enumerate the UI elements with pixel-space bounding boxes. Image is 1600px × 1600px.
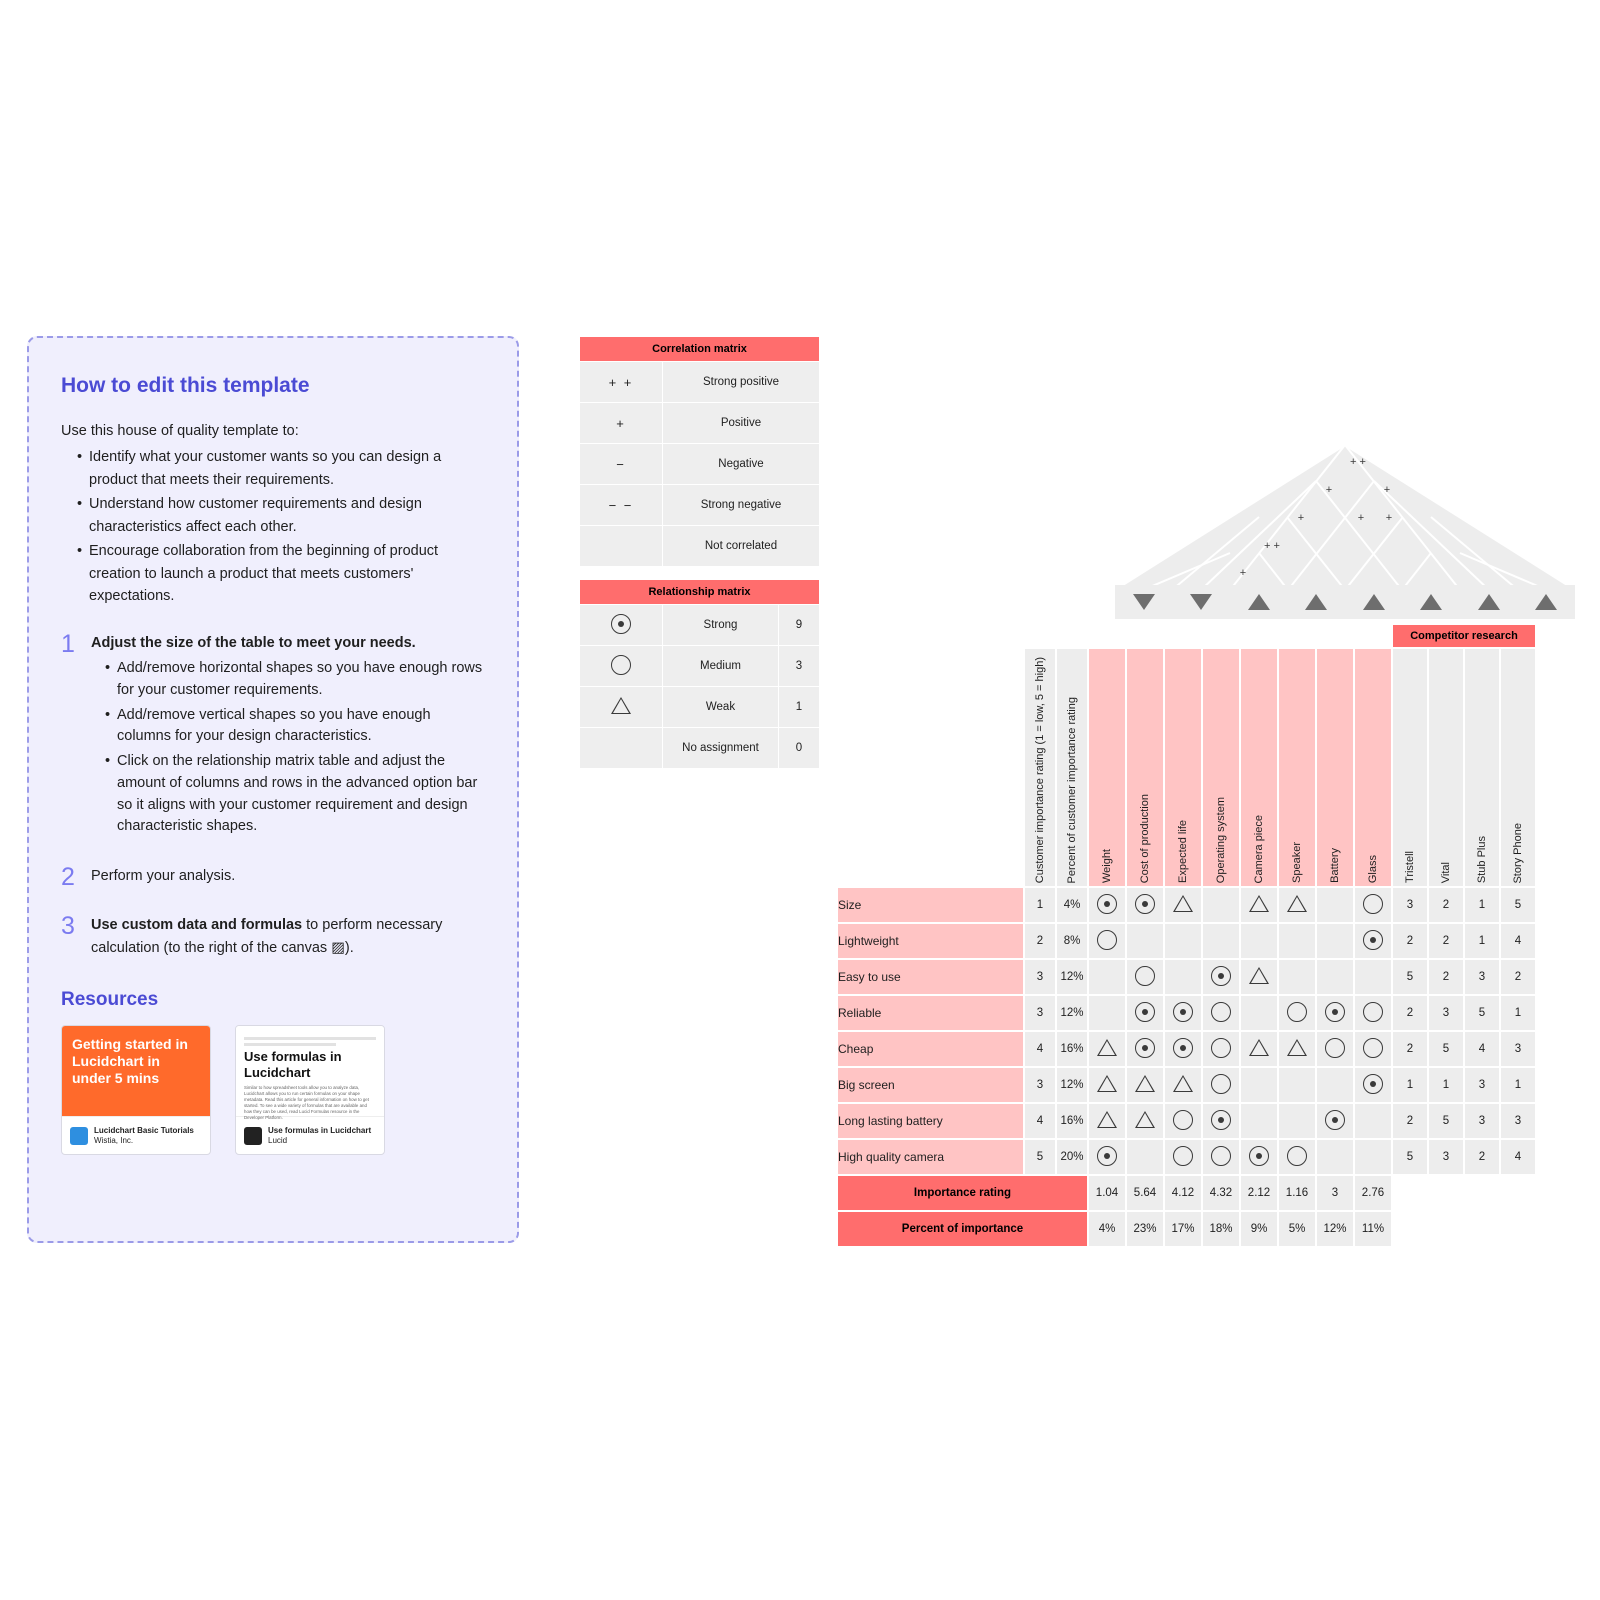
table-row — [838, 996, 1535, 1030]
competitor-score: 5 — [1429, 1104, 1463, 1138]
header-percent-importance: Percent of customer importance rating — [1057, 649, 1087, 886]
percent-value: 16% — [1057, 1032, 1087, 1066]
relation-cell[interactable] — [1279, 924, 1315, 958]
legend-label: Negative — [663, 444, 820, 485]
step-sublist — [91, 658, 485, 838]
legend-value: 0 — [779, 728, 820, 769]
relation-cell[interactable] — [1165, 1104, 1201, 1138]
header-competitor-story-phone: Story Phone — [1501, 649, 1535, 886]
competitor-score: 3 — [1429, 1140, 1463, 1174]
intro-bullets — [61, 446, 485, 607]
percent-value: 8% — [1057, 924, 1087, 958]
requirement-label: Easy to use — [838, 960, 1023, 994]
resource-thumbnail — [236, 1026, 384, 1121]
requirement-label: Long lasting battery — [838, 1104, 1023, 1138]
no-relation-icon — [580, 728, 663, 769]
relation-cell[interactable] — [1317, 1140, 1353, 1174]
requirement-label: Big screen — [838, 1068, 1023, 1102]
relation-cell[interactable] — [1241, 996, 1277, 1030]
roof-mark: + — [1239, 567, 1247, 579]
relation-cell[interactable] — [1127, 924, 1163, 958]
step-lead: Adjust the size of the table to meet your needs. — [91, 634, 416, 651]
resource-thumb-title: Use formulas in Lucidchart — [244, 1049, 342, 1080]
competitor-score: 4 — [1465, 1032, 1499, 1066]
relation-cell[interactable] — [1355, 960, 1391, 994]
competitor-score: 2 — [1393, 924, 1427, 958]
competitor-score: 2 — [1501, 960, 1535, 994]
importance-rating-row — [838, 1176, 1535, 1210]
relation-cell[interactable] — [1279, 1068, 1315, 1102]
competitor-score: 2 — [1465, 1140, 1499, 1174]
relation-cell[interactable] — [1203, 888, 1239, 922]
importance-rating-value: 5.64 — [1127, 1176, 1163, 1210]
resource-source: Wistia, Inc. — [94, 1135, 134, 1145]
header-competitor-tristell: Tristell — [1393, 649, 1427, 886]
medium-relation-icon — [580, 646, 663, 687]
legend-value: 3 — [779, 646, 820, 687]
step-number: 2 — [61, 863, 75, 892]
resource-footer — [62, 1116, 210, 1154]
table-row — [838, 1068, 1535, 1102]
importance-value: 4 — [1025, 1032, 1055, 1066]
table-row — [838, 924, 1535, 958]
importance-rating-value: 1.04 — [1089, 1176, 1125, 1210]
competitor-score: 5 — [1393, 1140, 1427, 1174]
legend-label: Strong negative — [663, 485, 820, 526]
relation-cell[interactable] — [1089, 888, 1125, 922]
percent-value: 4% — [1057, 888, 1087, 922]
header-customer-importance: Customer importance rating (1 = low, 5 = high) — [1025, 649, 1055, 886]
list-item: • Encourage collaboration from the beginning of product creation to launch a product that meets customers' expectations. — [77, 540, 485, 607]
competitor-score: 5 — [1501, 888, 1535, 922]
competitor-research-header: Competitor research — [1393, 625, 1535, 647]
arrow-camera-piece — [1345, 585, 1403, 619]
header-operating-system: Operating system — [1203, 649, 1239, 886]
relation-cell[interactable] — [1317, 888, 1353, 922]
resource-title: Use formulas in Lucidchart — [268, 1125, 372, 1135]
relation-cell[interactable] — [1165, 1032, 1201, 1066]
relation-cell[interactable] — [1317, 1104, 1353, 1138]
relation-cell[interactable] — [1127, 1032, 1163, 1066]
resource-thumb-body: Similar to how spreadsheet tools allow you to analyze data, Lucidchart allows you to run certain formulas on your shape metadata. Read this article for general information on how to get started. To see a wide variety of formulas that are available and how they can be used, read Lucid Formulas resource in the Developer Platform. — [244, 1085, 369, 1121]
competitor-score: 3 — [1465, 960, 1499, 994]
legend-value: 9 — [779, 605, 820, 646]
step-number: 1 — [61, 629, 75, 658]
relation-cell[interactable] — [1165, 924, 1201, 958]
legend-symbol: − − — [580, 485, 663, 526]
header-competitor-stub-plus: Stub Plus — [1465, 649, 1499, 886]
competitor-score: 1 — [1429, 1068, 1463, 1102]
relation-cell[interactable] — [1241, 1104, 1277, 1138]
importance-value: 3 — [1025, 996, 1055, 1030]
legend-label: Strong positive — [663, 362, 820, 403]
relation-cell[interactable] — [1241, 1140, 1277, 1174]
relation-cell[interactable] — [1203, 1140, 1239, 1174]
competitor-score: 3 — [1465, 1068, 1499, 1102]
importance-rating-value: 4.12 — [1165, 1176, 1201, 1210]
percent-of-importance-value: 18% — [1203, 1212, 1239, 1246]
column-header-row — [838, 649, 1535, 886]
relation-cell[interactable] — [1355, 996, 1391, 1030]
legend-header: Relationship matrix — [580, 580, 820, 605]
step-3 — [61, 914, 485, 959]
relation-cell[interactable] — [1317, 1068, 1353, 1102]
step-text: Perform your analysis. — [91, 868, 236, 885]
header-competitor-vital: Vital — [1429, 649, 1463, 886]
resource-title: Lucidchart Basic Tutorials — [94, 1125, 194, 1135]
relation-cell[interactable] — [1127, 888, 1163, 922]
relation-cell[interactable] — [1355, 1140, 1391, 1174]
correlation-matrix-legend — [579, 336, 820, 567]
roof-mark: + — [1325, 484, 1333, 496]
relation-cell[interactable] — [1279, 1104, 1315, 1138]
legend-symbol — [580, 526, 663, 567]
header-expected-life: Expected life — [1165, 649, 1201, 886]
list-item: • Add/remove horizontal shapes so you have enough rows for your customer requirements. — [105, 658, 485, 702]
weak-relation-icon — [580, 687, 663, 728]
importance-value: 1 — [1025, 888, 1055, 922]
instructions-panel — [27, 336, 519, 1243]
resource-thumbnail: Getting started in Lucidchart in under 5 mins — [62, 1026, 210, 1116]
relation-cell[interactable] — [1165, 996, 1201, 1030]
legend-label: Weak — [663, 687, 779, 728]
importance-rating-value: 3 — [1317, 1176, 1353, 1210]
hoq-matrix-table — [836, 623, 1537, 1248]
arrow-weight — [1115, 585, 1173, 619]
relation-cell[interactable] — [1203, 1032, 1239, 1066]
table-row — [838, 1032, 1535, 1066]
competitor-score: 2 — [1429, 960, 1463, 994]
relation-cell[interactable] — [1317, 960, 1353, 994]
relation-cell[interactable] — [1355, 1068, 1391, 1102]
importance-rating-label: Importance rating — [838, 1176, 1087, 1210]
relation-cell[interactable] — [1127, 996, 1163, 1030]
arrow-speaker — [1403, 585, 1461, 619]
arrow-glass — [1518, 585, 1576, 619]
header-cost-of-production: Cost of production — [1127, 649, 1163, 886]
competitor-score: 1 — [1501, 996, 1535, 1030]
competitor-score: 3 — [1429, 996, 1463, 1030]
relation-cell[interactable] — [1279, 1140, 1315, 1174]
arrow-operating-system — [1288, 585, 1346, 619]
house-of-quality — [836, 440, 1575, 1236]
competitor-score: 3 — [1501, 1104, 1535, 1138]
percent-of-importance-value: 23% — [1127, 1212, 1163, 1246]
roof-mark: + — [1385, 512, 1393, 524]
arrow-cost-of-production — [1173, 585, 1231, 619]
roof-mark: + + — [1264, 540, 1280, 552]
relation-cell[interactable] — [1165, 1068, 1201, 1102]
competitor-score: 4 — [1501, 1140, 1535, 1174]
table-row — [838, 1140, 1535, 1174]
step-lead: Use custom data and formulas — [91, 917, 303, 934]
step-number: 3 — [61, 912, 75, 941]
relation-cell[interactable] — [1241, 924, 1277, 958]
wistia-logo-icon — [70, 1127, 88, 1145]
relation-cell[interactable] — [1127, 960, 1163, 994]
relation-cell[interactable] — [1089, 1140, 1125, 1174]
importance-rating-value: 2.76 — [1355, 1176, 1391, 1210]
arrow-battery — [1460, 585, 1518, 619]
importance-value: 4 — [1025, 1104, 1055, 1138]
list-item: • Understand how customer requirements and design characteristics affect each other. — [77, 493, 485, 538]
percent-of-importance-value: 4% — [1089, 1212, 1125, 1246]
relation-cell[interactable] — [1089, 1104, 1125, 1138]
competitor-score: 5 — [1429, 1032, 1463, 1066]
relation-cell[interactable] — [1203, 924, 1239, 958]
percent-of-importance-value: 17% — [1165, 1212, 1201, 1246]
resource-source: Lucid — [268, 1135, 288, 1145]
relation-cell[interactable] — [1203, 1104, 1239, 1138]
relation-cell[interactable] — [1127, 1104, 1163, 1138]
roof-mark: + — [1357, 512, 1365, 524]
page-title: How to edit this template — [61, 374, 310, 397]
roof-grid — [1115, 440, 1575, 590]
relation-cell[interactable] — [1355, 1104, 1391, 1138]
roof-mark: + — [1383, 484, 1391, 496]
requirement-label: Lightweight — [838, 924, 1023, 958]
relation-cell[interactable] — [1089, 1068, 1125, 1102]
roof-mark: + — [1297, 512, 1305, 524]
relation-cell[interactable] — [1317, 996, 1353, 1030]
percent-of-importance-row — [838, 1212, 1535, 1246]
relation-cell[interactable] — [1355, 888, 1391, 922]
relation-cell[interactable] — [1089, 924, 1125, 958]
relation-cell[interactable] — [1355, 924, 1391, 958]
header-speaker: Speaker — [1279, 649, 1315, 886]
legend-header: Correlation matrix — [580, 337, 820, 362]
legend-label: Medium — [663, 646, 779, 687]
percent-value: 12% — [1057, 1068, 1087, 1102]
importance-value: 5 — [1025, 1140, 1055, 1174]
importance-value: 3 — [1025, 1068, 1055, 1102]
resource-footer — [236, 1116, 384, 1154]
header-glass: Glass — [1355, 649, 1391, 886]
relation-cell[interactable] — [1279, 888, 1315, 922]
percent-value: 16% — [1057, 1104, 1087, 1138]
competitor-score: 5 — [1393, 960, 1427, 994]
relation-cell[interactable] — [1317, 924, 1353, 958]
header-camera-piece: Camera piece — [1241, 649, 1277, 886]
resources-list — [61, 1025, 485, 1155]
resource-card-tutorial[interactable] — [61, 1025, 211, 1155]
correlation-roof — [1115, 440, 1575, 585]
relation-cell[interactable] — [1089, 996, 1125, 1030]
competitor-score: 5 — [1465, 996, 1499, 1030]
relation-cell[interactable] — [1165, 888, 1201, 922]
competitor-score: 3 — [1501, 1032, 1535, 1066]
step-2 — [61, 865, 485, 890]
resources-title: Resources — [61, 989, 159, 1011]
relation-cell[interactable] — [1355, 1032, 1391, 1066]
legend-label: No assignment — [663, 728, 779, 769]
list-item: • Click on the relationship matrix table and adjust the amount of columns and rows in the advanced option bar so it aligns with your customer requirement and design characteristic shapes. — [105, 751, 485, 838]
legend-label: Not correlated — [663, 526, 820, 567]
competitor-score: 2 — [1393, 1032, 1427, 1066]
relation-cell[interactable] — [1165, 960, 1201, 994]
importance-rating-value: 4.32 — [1203, 1176, 1239, 1210]
requirement-label: Cheap — [838, 1032, 1023, 1066]
percent-of-importance-value: 5% — [1279, 1212, 1315, 1246]
direction-arrow-row — [1115, 585, 1575, 625]
table-row — [838, 888, 1535, 922]
percent-of-importance-value: 12% — [1317, 1212, 1353, 1246]
header-weight: Weight — [1089, 649, 1125, 886]
relation-cell[interactable] — [1241, 1032, 1277, 1066]
competitor-score: 2 — [1393, 1104, 1427, 1138]
legend-value: 1 — [779, 687, 820, 728]
legend-symbol: − — [580, 444, 663, 485]
relation-cell[interactable] — [1241, 888, 1277, 922]
relation-cell[interactable] — [1279, 960, 1315, 994]
legend-symbol: + + — [580, 362, 663, 403]
competitor-score: 2 — [1429, 924, 1463, 958]
competitor-score: 3 — [1465, 1104, 1499, 1138]
competitor-score: 1 — [1501, 1068, 1535, 1102]
relation-cell[interactable] — [1279, 1032, 1315, 1066]
percent-of-importance-label: Percent of importance — [838, 1212, 1087, 1246]
relation-cell[interactable] — [1241, 1068, 1277, 1102]
step-text: to perform necessary calculation (to the right of the canvas ▨). — [91, 917, 443, 956]
competitor-score: 1 — [1465, 924, 1499, 958]
strong-relation-icon — [580, 605, 663, 646]
legend-label: Strong — [663, 605, 779, 646]
relation-cell[interactable] — [1203, 960, 1239, 994]
requirement-label: Reliable — [838, 996, 1023, 1030]
relation-cell[interactable] — [1203, 1068, 1239, 1102]
step-1 — [61, 629, 485, 841]
relation-cell[interactable] — [1127, 1068, 1163, 1102]
relation-cell[interactable] — [1089, 960, 1125, 994]
lucid-logo-icon — [244, 1127, 262, 1145]
resource-card-formulas[interactable] — [235, 1025, 385, 1155]
roof-mark: + + — [1350, 456, 1366, 468]
relation-cell[interactable] — [1165, 1140, 1201, 1174]
relation-cell[interactable] — [1089, 1032, 1125, 1066]
table-row — [838, 960, 1535, 994]
relationship-matrix-legend — [579, 579, 820, 769]
header-battery: Battery — [1317, 649, 1353, 886]
relation-cell[interactable] — [1241, 960, 1277, 994]
competitor-score: 2 — [1393, 996, 1427, 1030]
importance-value: 2 — [1025, 924, 1055, 958]
table-row — [838, 1104, 1535, 1138]
list-item: • Identify what your customer wants so you can design a product that meets their requirements. — [77, 446, 485, 491]
competitor-score: 1 — [1465, 888, 1499, 922]
percent-of-importance-value: 11% — [1355, 1212, 1391, 1246]
requirement-label: Size — [838, 888, 1023, 922]
importance-rating-value: 2.12 — [1241, 1176, 1277, 1210]
relation-cell[interactable] — [1203, 996, 1239, 1030]
competitor-score: 4 — [1501, 924, 1535, 958]
importance-rating-value: 1.16 — [1279, 1176, 1315, 1210]
relation-cell[interactable] — [1279, 996, 1315, 1030]
legend-label: Positive — [663, 403, 820, 444]
competitor-score: 1 — [1393, 1068, 1427, 1102]
relation-cell[interactable] — [1317, 1032, 1353, 1066]
percent-value: 12% — [1057, 960, 1087, 994]
legend-symbol: + — [580, 403, 663, 444]
requirement-label: High quality camera — [838, 1140, 1023, 1174]
competitor-score: 2 — [1429, 888, 1463, 922]
percent-of-importance-value: 9% — [1241, 1212, 1277, 1246]
relation-cell[interactable] — [1127, 1140, 1163, 1174]
competitor-score: 3 — [1393, 888, 1427, 922]
arrow-expected-life — [1230, 585, 1288, 619]
percent-value: 12% — [1057, 996, 1087, 1030]
percent-value: 20% — [1057, 1140, 1087, 1174]
intro-text: Use this house of quality template to: — [61, 423, 299, 439]
list-item: • Add/remove vertical shapes so you have enough columns for your design characteristics. — [105, 705, 485, 749]
importance-value: 3 — [1025, 960, 1055, 994]
